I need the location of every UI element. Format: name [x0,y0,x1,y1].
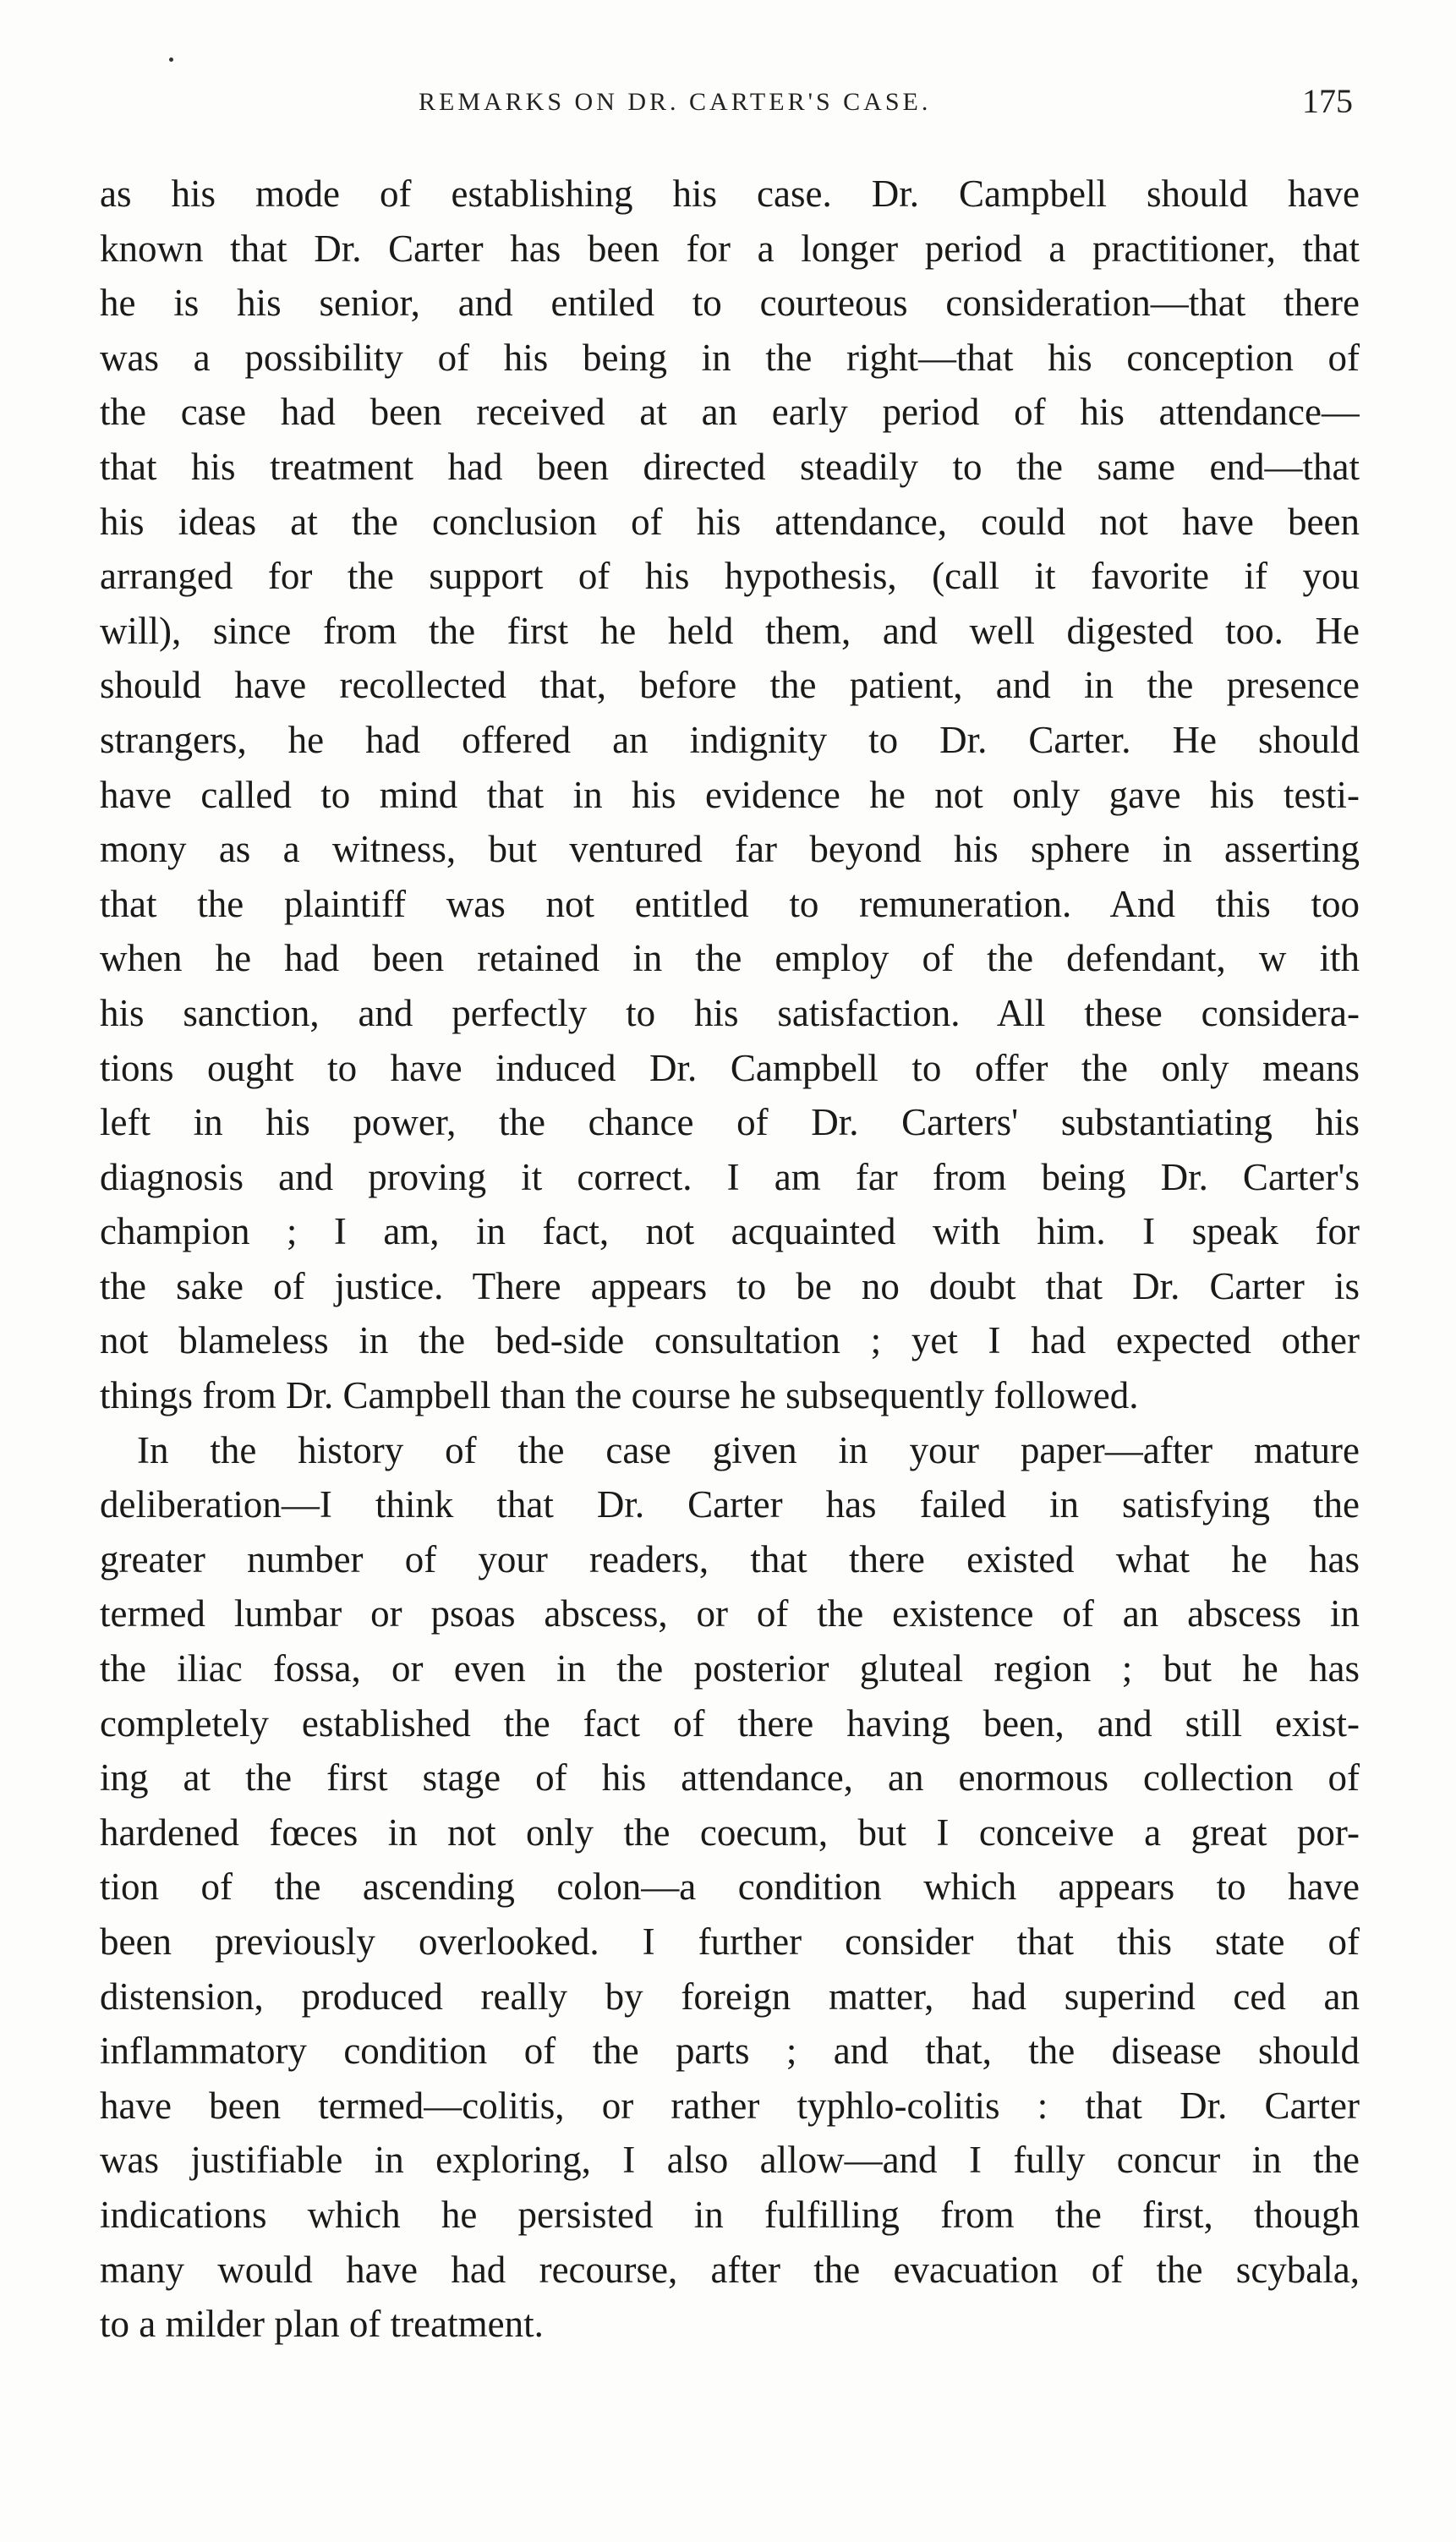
text-line: greater number of your readers, that there existed what he has [100,1537,1360,1581]
paragraph-1 [100,167,1360,1423]
text-line: hardened fœces in not only the coecum, but I conceive a great por- [100,1811,1360,1854]
body-text [100,167,1360,2352]
text-line: strangers, he had offered an indignity to Dr. Carter. He should [100,718,1360,761]
text-line: that the plaintiff was not entitled to remuneration. And this too [100,882,1360,925]
text-line: was a possibility of his being in the right—that his conception of [100,336,1360,379]
text-line: that his treatment had been directed steadily to the same end—that [100,445,1360,488]
text-line: his sanction, and perfectly to his satisfaction. All these considera- [100,991,1360,1034]
text-line: been previously overlooked. I further consider that this state of [100,1920,1360,1963]
text-line: completely established the fact of there having been, and still exist- [100,1701,1360,1745]
text-line: champion ; I am, in fact, not acquainted with him. I speak for [100,1210,1360,1253]
text-line: have been termed—colitis, or rather typhlo-colitis : that Dr. Carter [100,2084,1360,2127]
text-line: as his mode of establishing his case. Dr. Campbell should have [100,173,1360,215]
text-line: not blameless in the bed-side consultation ; yet I had expected other [100,1319,1360,1362]
text-line: will), since from the first he held them, and well digested too. He [100,609,1360,652]
text-line: tions ought to have induced Dr. Campbell to offer the only means [100,1046,1360,1089]
text-line: was justifiable in exploring, I also allow—and I fully concur in the [100,2139,1360,2182]
text-line: should have recollected that, before the patient, and in the presence [100,664,1360,707]
text-line: inflammatory condition of the parts ; and that, the disease should [100,2030,1360,2073]
text-line: tion of the ascending colon—a condition which appears to have [100,1865,1360,1909]
text-line: the case had been received at an early period of his attendance— [100,391,1360,434]
text-line: distension, produced really by foreign matter, had superind ced an [100,1975,1360,2018]
text-line: known that Dr. Carter has been for a longer period a practitioner, that [100,227,1360,270]
text-line: the iliac fossa, or even in the posterior gluteal region ; but he has [100,1647,1360,1690]
paragraph-2 [100,1423,1360,2352]
text-line: ing at the first stage of his attendance, an enormous collection of [100,1756,1360,1800]
page-header [101,81,1353,132]
text-line: when he had been retained in the employ of the defendant, w ith [100,937,1360,980]
text-line: mony as a witness, but ventured far beyond his sphere in asserting [100,828,1360,871]
ink-speck [169,58,173,62]
text-line: to a milder plan of treatment. [100,2303,544,2346]
text-line: diagnosis and proving it correct. I am far from being Dr. Carter's [100,1155,1360,1198]
text-line: arranged for the support of his hypothesis, (call it favorite if you [100,555,1360,598]
text-line: indications which he persisted in fulfilling from the first, though [100,2193,1360,2236]
text-line: his ideas at the conclusion of his attendance, could not have been [100,500,1360,543]
running-head: REMARKS ON DR. CARTER'S CASE. [419,88,932,116]
text-line: left in his power, the chance of Dr. Carters' substantiating his [100,1101,1360,1144]
text-line: the sake of justice. There appears to be no doubt that Dr. Carter is [100,1264,1360,1307]
page-number: 175 [1302,82,1353,120]
text-line: termed lumbar or psoas abscess, or of the existence of an abscess in [100,1592,1360,1635]
text-line: have called to mind that in his evidence he not only gave his testi- [100,773,1360,816]
text-line: In the history of the case given in your paper—after mature [137,1428,1360,1471]
text-line: things from Dr. Campbell than the course he subsequently followed. [100,1374,1139,1417]
text-line: deliberation—I think that Dr. Carter has failed in satisfying the [100,1483,1360,1526]
text-line: many would have had recourse, after the evacuation of the scybala, [100,2248,1360,2291]
text-line: he is his senior, and entiled to courteous consideration—that there [100,282,1360,325]
